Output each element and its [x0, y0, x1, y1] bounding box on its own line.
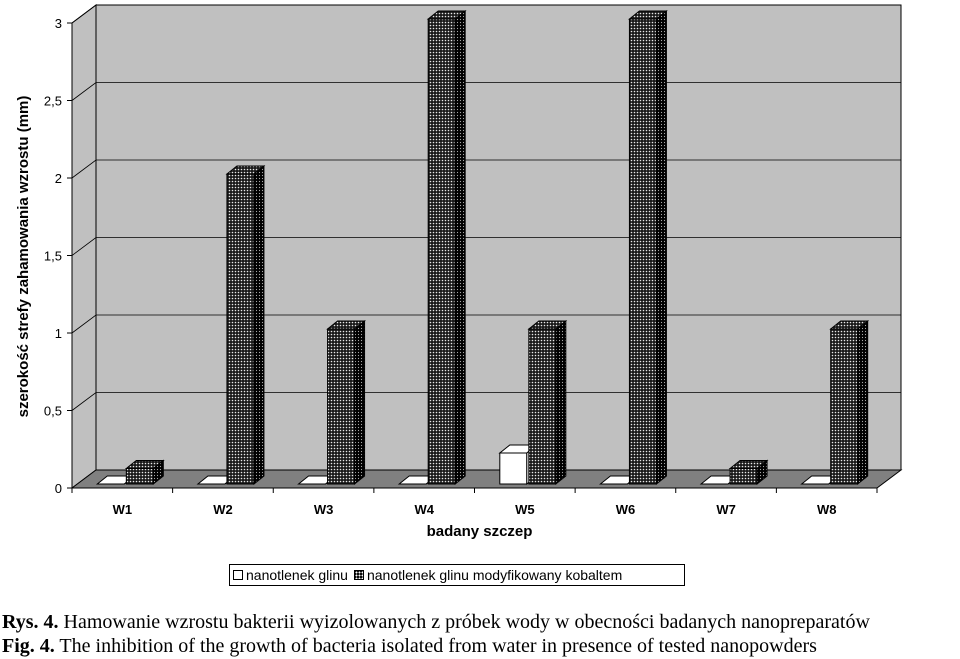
- bar-series-2-W3-side: [355, 321, 365, 484]
- caption-polish-prefix: Rys. 4.: [2, 611, 59, 633]
- y-tick-label: 1: [54, 326, 62, 341]
- bar-series-2-W7: [730, 461, 767, 485]
- y-tick-label: 2: [54, 171, 62, 186]
- bar-series-1-W5-front: [500, 453, 527, 484]
- caption-polish: [2, 610, 870, 634]
- x-tick-label-W5: W5: [515, 502, 535, 517]
- bar-series-2-W3: [328, 321, 365, 484]
- bar-series-2-W6-front: [629, 19, 656, 484]
- legend-swatch-patterned: [354, 570, 364, 580]
- bar-series-2-W6-side: [656, 11, 666, 484]
- legend-swatch-white: [233, 570, 243, 580]
- x-tick-label-W8: W8: [816, 502, 837, 517]
- y-tick-label: 2,5: [43, 93, 62, 109]
- caption-polish-text: Hamowanie wzrostu bakterii wyizolowanych z próbek wody w obecności badanych nanopreparatów: [58, 611, 870, 633]
- bar-series-2-W4-front: [428, 19, 455, 484]
- bar-series-2-W6: [629, 11, 666, 484]
- legend-item-series-1: [233, 567, 348, 583]
- bar-series-2-W7-front: [730, 469, 757, 485]
- y-tick-label: 0: [54, 481, 62, 496]
- x-tick-label-W4: W4: [414, 502, 434, 517]
- caption-english: [2, 634, 817, 658]
- caption-english-text: The inhibition of the growth of bacteria isolated from water in presence of tested nanopowders: [54, 635, 817, 657]
- bar-series-2-W3-front: [328, 329, 355, 484]
- bar-series-2-W5-side: [556, 321, 566, 484]
- y-tick-label: 0,5: [43, 403, 62, 419]
- legend-label-series-1: nanotlenek glinu: [246, 567, 348, 583]
- floor: [72, 470, 901, 488]
- x-tick-label-W1: W1: [112, 502, 133, 517]
- bar-series-2-W4: [428, 11, 465, 484]
- bar-series-2-W5: [529, 321, 566, 484]
- x-tick-label-W3: W3: [313, 502, 334, 517]
- y-tick-label: 1,5: [43, 248, 62, 264]
- bar-series-2-W8: [831, 321, 868, 484]
- bar-series-2-W2-side: [254, 166, 264, 484]
- x-tick-label-W7: W7: [716, 502, 736, 517]
- x-axis-title: badany szczep: [426, 523, 533, 540]
- y-tick-label: 3: [54, 16, 62, 31]
- bar-series-2-W1-front: [126, 469, 153, 485]
- caption-english-prefix: Fig. 4.: [2, 635, 55, 657]
- legend: [229, 564, 685, 586]
- x-tick-label-W6: W6: [615, 502, 636, 517]
- legend-item-series-2: [354, 567, 622, 583]
- bar-series-2-W4-side: [455, 11, 465, 484]
- bar-series-2-W2-front: [227, 174, 254, 484]
- x-tick-label-W2: W2: [213, 502, 233, 517]
- bar-series-2-W8-side: [858, 321, 868, 484]
- bar-series-2-W1: [126, 461, 163, 485]
- bar-series-2-W8-front: [831, 329, 858, 484]
- bar-series-2-W5-front: [529, 329, 556, 484]
- bar-series-2-W2: [227, 166, 264, 484]
- legend-label-series-2: nanotlenek glinu modyfikowany kobaltem: [366, 567, 623, 583]
- y-axis-title: szerokość strefy zahamowania wzrostu (mm): [15, 95, 32, 418]
